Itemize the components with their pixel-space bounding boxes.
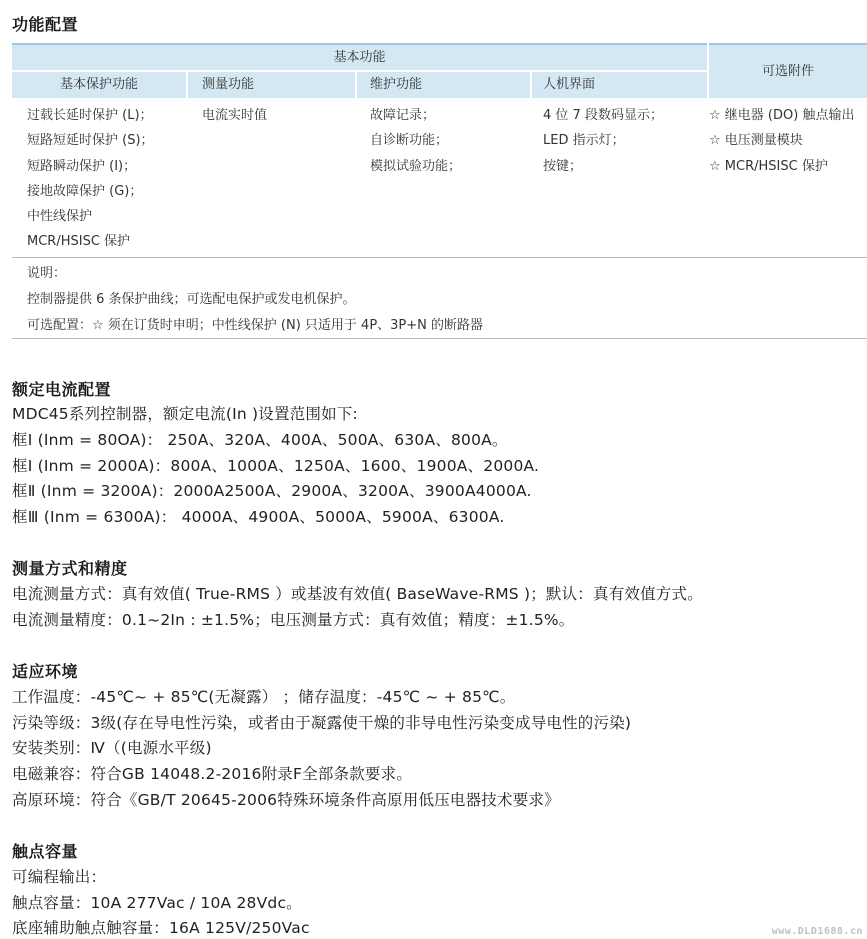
maintenance-functions-cell (370, 103, 461, 179)
column-header-protection: 基本保护功能 (12, 72, 186, 98)
list-item: 接地故障保护 (G)； (27, 183, 143, 199)
section-title-measurement: 测量方式和精度 (12, 559, 128, 578)
notes-line: 控制器提供 6 条保护曲线；可选配电保护或发电机保护。 (27, 292, 356, 307)
column-header-hmi: 人机界面 (532, 72, 707, 98)
environment-line: 工作温度：-45℃~ + 85℃(无凝露） ；储存温度：-45℃ ~ + 85℃。 (12, 688, 516, 706)
optional-accessories-cell (709, 103, 854, 179)
list-item: 中性线保护 (27, 209, 93, 225)
table-bottom-border (12, 338, 867, 339)
measurement-functions-cell (202, 103, 267, 128)
measurement-accuracy-line: 电流测量精度：0.1~2In : ±1.5%；电压测量方式：真有效值；精度：±1.5%。 (12, 611, 575, 629)
list-item: ☆ MCR/HSISC 保护 (709, 158, 828, 174)
column-header-maintenance: 维护功能 (357, 72, 530, 98)
table-header-optional-accessories: 可选附件 (709, 43, 867, 98)
environment-line: 高原环境：符合《GB/T 20645-2006特殊环境条件高原用低压电器技术要求》 (12, 791, 560, 809)
table-header-basic-functions: 基本功能 (12, 43, 707, 70)
table-notes (27, 261, 483, 339)
list-item: LED 指示灯； (543, 133, 625, 149)
section-title-contact-capacity: 触点容量 (12, 842, 79, 861)
list-item: 短路瞬动保护 (I)； (27, 158, 137, 174)
function-table (12, 43, 867, 339)
section-title-environment: 适应环境 (12, 662, 79, 681)
notes-line: 可选配置：☆ 须在订货时申明；中性线保护 (N) 只适用于 4P、3P+N 的断路器 (27, 318, 484, 333)
rated-current-frame-line: 框Ⅲ (Inm = 6300A)： 4000A、4900A、5000A、5900A、6300A. (12, 508, 505, 526)
environment-line: 电磁兼容：符合GB 14048.2-2016附录F全部条款要求。 (12, 765, 413, 783)
contact-line: 可编程输出： (12, 868, 107, 886)
table-divider (12, 257, 867, 258)
list-item: 4 位 7 段数码显示； (543, 108, 663, 123)
rated-current-frame-line: 框Ⅰ (Inm = 2000A)：800A、1000A、1250A、1600、1900A、2000A. (12, 457, 540, 475)
list-item: 自诊断功能； (370, 133, 449, 149)
watermark: www.DLD1688.cn (771, 926, 863, 937)
list-item: 模拟试验功能； (370, 158, 462, 174)
list-item: MCR/HSISC 保护 (27, 234, 131, 250)
environment-line: 污染等级：3级(存在导电性污染，或者由于凝露使干燥的非导电性污染变成导电性的污染) (12, 714, 632, 732)
section-title-function-config: 功能配置 (12, 15, 79, 34)
protection-functions-cell (27, 103, 154, 255)
list-item: ☆ 继电器 (DO) 触点输出 (709, 108, 855, 123)
hmi-functions-cell (543, 103, 663, 179)
rated-current-frame-line: 框Ⅱ (Inm = 3200A)：2000A2500A、2900A、3200A、3900A4000A. (12, 482, 532, 500)
environment-line: 安装类别：Ⅳ（(电源水平级) (12, 739, 212, 757)
rated-current-intro: MDC45系列控制器，额定电流(In )设置范围如下: (12, 405, 358, 423)
section-title-rated-current: 额定电流配置 (12, 380, 112, 399)
list-item: 按键； (543, 158, 583, 174)
rated-current-frame-line: 框Ⅰ (Inm = 80OA)： 250A、320A、400A、500A、630A、800A。 (12, 431, 508, 449)
list-item: ☆ 电压测量模块 (709, 133, 803, 149)
notes-label: 说明： (27, 266, 67, 281)
list-item: 短路短延时保护 (S)； (27, 133, 154, 149)
list-item: 过载长延时保护 (L)； (27, 108, 153, 123)
measurement-method-line: 电流测量方式：真有效值( True-RMS ）或基波有效值( BaseWave-RMS )；默认：真有效值方式。 (12, 585, 703, 603)
contact-line: 触点容量：10A 277Vac / 10A 28Vdc。 (12, 894, 302, 912)
column-header-measurement: 测量功能 (188, 72, 355, 98)
contact-line: 底座辅助触点触容量：16A 125V/250Vac (12, 919, 310, 937)
list-item: 电流实时值 (202, 108, 268, 123)
list-item: 故障记录； (370, 108, 436, 123)
